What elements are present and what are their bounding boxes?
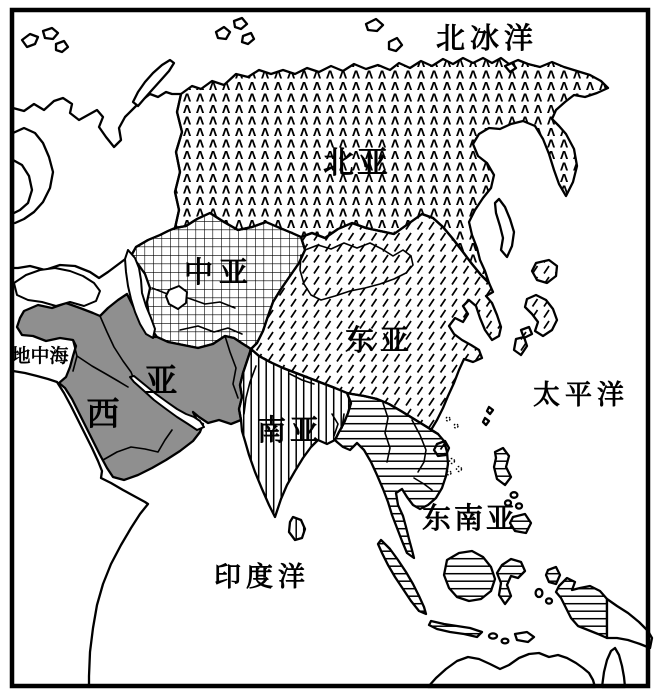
central-asia-label: 中亚	[183, 255, 255, 289]
hokkaido-island	[532, 260, 557, 283]
moluccas-islet	[536, 589, 543, 597]
indian-ocean-label: 印度洋	[214, 562, 310, 593]
arctic-ocean-label: 北冰洋	[435, 21, 539, 55]
mediterranean-sea-label: 地中海	[11, 345, 69, 367]
southeast-asia-label: 东南亚	[421, 501, 519, 535]
north-asia-label: 北亚	[323, 145, 391, 181]
lesser-sunda-islet	[489, 633, 497, 638]
south-asia-label: 南亚	[256, 413, 324, 447]
lesser-sunda-islet	[502, 639, 509, 644]
pacific-ocean-label: 太平洋	[533, 380, 629, 411]
halmahera-island	[546, 567, 560, 584]
east-asia-label: 东亚	[344, 323, 416, 357]
west-asia-label-char-1: 西	[86, 394, 120, 433]
west-asia-label-char-2: 亚	[144, 361, 178, 400]
visayas-islet	[511, 492, 518, 498]
moluccas-islet	[546, 598, 552, 603]
taiwan-hainan-island	[434, 441, 449, 456]
